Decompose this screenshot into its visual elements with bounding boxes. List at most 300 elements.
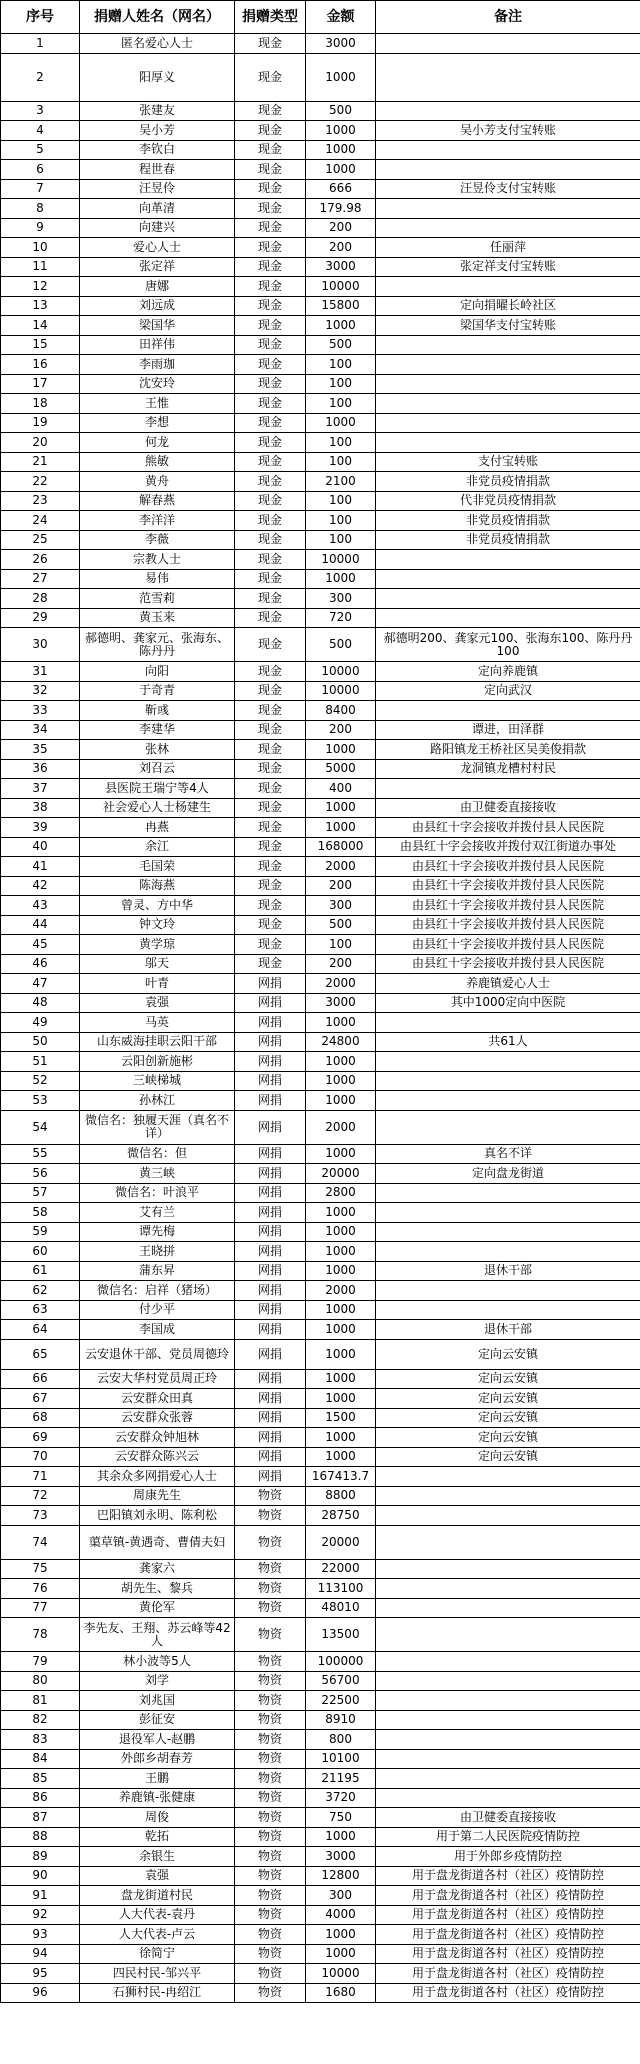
cell-type: 网捐 bbox=[235, 1203, 306, 1223]
cell-note: 路阳镇龙王桥社区吴美俊捐款 bbox=[376, 740, 640, 760]
cell-no: 67 bbox=[1, 1389, 80, 1409]
cell-amount: 5000 bbox=[306, 759, 376, 779]
cell-note: 其中1000定向中医院 bbox=[376, 993, 640, 1013]
cell-note: 张定祥支付宝转账 bbox=[376, 257, 640, 277]
cell-amount: 1000 bbox=[306, 1339, 376, 1369]
cell-no: 92 bbox=[1, 1905, 80, 1925]
table-row bbox=[1, 1447, 640, 1467]
cell-name: 云安大华村党员周正玲 bbox=[80, 1369, 235, 1389]
cell-type: 现金 bbox=[235, 681, 306, 701]
cell-amount: 500 bbox=[306, 628, 376, 662]
cell-note: 由县红十字会接收并拨付县人民医院 bbox=[376, 818, 640, 838]
cell-name: 张定祥 bbox=[80, 257, 235, 277]
cell-amount: 179.98 bbox=[306, 199, 376, 219]
cell-name: 周康先生 bbox=[80, 1486, 235, 1506]
cell-amount: 3720 bbox=[306, 1788, 376, 1808]
table-row bbox=[1, 1091, 640, 1111]
table-row bbox=[1, 915, 640, 935]
table-row bbox=[1, 896, 640, 916]
table-row bbox=[1, 759, 640, 779]
cell-amount: 1000 bbox=[306, 1428, 376, 1448]
cell-note bbox=[376, 34, 640, 54]
cell-no: 23 bbox=[1, 491, 80, 511]
cell-type: 物资 bbox=[235, 1749, 306, 1769]
cell-amount: 800 bbox=[306, 1730, 376, 1750]
cell-type: 现金 bbox=[235, 296, 306, 316]
cell-no: 32 bbox=[1, 681, 80, 701]
cell-name: 王晓拼 bbox=[80, 1242, 235, 1262]
cell-note bbox=[376, 1769, 640, 1789]
table-row bbox=[1, 1749, 640, 1769]
cell-amount: 10100 bbox=[306, 1749, 376, 1769]
cell-amount: 200 bbox=[306, 238, 376, 258]
cell-no: 90 bbox=[1, 1866, 80, 1886]
table-row bbox=[1, 1886, 640, 1906]
cell-type: 网捐 bbox=[235, 1447, 306, 1467]
cell-amount: 100 bbox=[306, 355, 376, 375]
table-row bbox=[1, 530, 640, 550]
cell-type: 现金 bbox=[235, 257, 306, 277]
cell-amount: 1000 bbox=[306, 160, 376, 180]
cell-no: 43 bbox=[1, 896, 80, 916]
cell-name: 钟文玲 bbox=[80, 915, 235, 935]
cell-name: 黄舟 bbox=[80, 472, 235, 492]
cell-type: 现金 bbox=[235, 662, 306, 682]
cell-name: 李先友、王翔、苏云峰等42人 bbox=[80, 1618, 235, 1652]
table-row bbox=[1, 1788, 640, 1808]
table-row bbox=[1, 740, 640, 760]
table-row bbox=[1, 1579, 640, 1599]
cell-type: 现金 bbox=[235, 915, 306, 935]
cell-note bbox=[376, 53, 640, 101]
cell-name: 陈海燕 bbox=[80, 876, 235, 896]
cell-type: 物资 bbox=[235, 1905, 306, 1925]
table-row bbox=[1, 1847, 640, 1867]
table-row bbox=[1, 140, 640, 160]
cell-type: 网捐 bbox=[235, 1052, 306, 1072]
cell-note: 用于第二人民医院疫情防控 bbox=[376, 1827, 640, 1847]
cell-no: 1 bbox=[1, 34, 80, 54]
cell-name: 林小波等5人 bbox=[80, 1652, 235, 1672]
cell-amount: 10000 bbox=[306, 681, 376, 701]
cell-no: 87 bbox=[1, 1808, 80, 1828]
cell-type: 网捐 bbox=[235, 1389, 306, 1409]
cell-amount: 1000 bbox=[306, 1925, 376, 1945]
cell-no: 16 bbox=[1, 355, 80, 375]
cell-note bbox=[376, 218, 640, 238]
cell-note: 用于盘龙街道各村（社区）疫情防控 bbox=[376, 1905, 640, 1925]
table-row bbox=[1, 160, 640, 180]
cell-no: 11 bbox=[1, 257, 80, 277]
cell-no: 82 bbox=[1, 1710, 80, 1730]
cell-no: 20 bbox=[1, 433, 80, 453]
cell-type: 物资 bbox=[235, 1559, 306, 1579]
cell-no: 51 bbox=[1, 1052, 80, 1072]
cell-type: 网捐 bbox=[235, 1183, 306, 1203]
cell-name: 梁国华 bbox=[80, 316, 235, 336]
cell-note bbox=[376, 355, 640, 375]
cell-amount: 24800 bbox=[306, 1032, 376, 1052]
cell-note bbox=[376, 1749, 640, 1769]
cell-note: 由县红十字会接收并拨付县人民医院 bbox=[376, 857, 640, 877]
cell-no: 72 bbox=[1, 1486, 80, 1506]
table-row bbox=[1, 1183, 640, 1203]
cell-amount: 1680 bbox=[306, 1983, 376, 2003]
cell-name: 艾有兰 bbox=[80, 1203, 235, 1223]
cell-note: 定向养鹿镇 bbox=[376, 662, 640, 682]
cell-no: 95 bbox=[1, 1964, 80, 1984]
cell-amount: 500 bbox=[306, 101, 376, 121]
cell-name: 微信名：启祥（猪场） bbox=[80, 1281, 235, 1301]
cell-no: 80 bbox=[1, 1671, 80, 1691]
cell-no: 56 bbox=[1, 1164, 80, 1184]
cell-name: 易伟 bbox=[80, 569, 235, 589]
cell-name: 邬天 bbox=[80, 954, 235, 974]
cell-no: 37 bbox=[1, 779, 80, 799]
table-row bbox=[1, 1281, 640, 1301]
cell-amount: 1000 bbox=[306, 121, 376, 141]
cell-type: 网捐 bbox=[235, 1369, 306, 1389]
cell-note bbox=[376, 569, 640, 589]
table-row bbox=[1, 857, 640, 877]
table-row bbox=[1, 121, 640, 141]
cell-note bbox=[376, 701, 640, 721]
cell-note: 定向云安镇 bbox=[376, 1408, 640, 1428]
cell-amount: 8800 bbox=[306, 1486, 376, 1506]
cell-no: 3 bbox=[1, 101, 80, 121]
cell-no: 53 bbox=[1, 1091, 80, 1111]
header-row bbox=[1, 1, 640, 34]
cell-note: 用于外郎乡疫情防控 bbox=[376, 1847, 640, 1867]
cell-type: 物资 bbox=[235, 1652, 306, 1672]
cell-name: 黄伦军 bbox=[80, 1598, 235, 1618]
cell-note: 定向云安镇 bbox=[376, 1428, 640, 1448]
cell-no: 75 bbox=[1, 1559, 80, 1579]
cell-name: 李雨珈 bbox=[80, 355, 235, 375]
cell-amount: 100 bbox=[306, 452, 376, 472]
cell-note: 任丽萍 bbox=[376, 238, 640, 258]
cell-name: 黄三峡 bbox=[80, 1164, 235, 1184]
cell-note bbox=[376, 335, 640, 355]
cell-amount: 1000 bbox=[306, 1261, 376, 1281]
cell-name: 退役军人-赵鹏 bbox=[80, 1730, 235, 1750]
table-row bbox=[1, 550, 640, 570]
cell-no: 76 bbox=[1, 1579, 80, 1599]
cell-amount: 1000 bbox=[306, 740, 376, 760]
cell-amount: 21195 bbox=[306, 1769, 376, 1789]
cell-note bbox=[376, 1730, 640, 1750]
cell-name: 爱心人士 bbox=[80, 238, 235, 258]
cell-amount: 1000 bbox=[306, 1944, 376, 1964]
cell-no: 50 bbox=[1, 1032, 80, 1052]
cell-type: 现金 bbox=[235, 413, 306, 433]
cell-type: 现金 bbox=[235, 140, 306, 160]
cell-amount: 100 bbox=[306, 935, 376, 955]
cell-note bbox=[376, 1091, 640, 1111]
cell-amount: 1000 bbox=[306, 1222, 376, 1242]
header-no: 序号 bbox=[1, 1, 80, 34]
table-row bbox=[1, 179, 640, 199]
cell-amount: 10000 bbox=[306, 662, 376, 682]
cell-no: 14 bbox=[1, 316, 80, 336]
table-row bbox=[1, 257, 640, 277]
cell-type: 物资 bbox=[235, 1769, 306, 1789]
table-row bbox=[1, 569, 640, 589]
cell-note: 由县红十字会接收并拨付县人民医院 bbox=[376, 954, 640, 974]
cell-no: 61 bbox=[1, 1261, 80, 1281]
cell-type: 现金 bbox=[235, 720, 306, 740]
cell-note bbox=[376, 1222, 640, 1242]
cell-amount: 1000 bbox=[306, 798, 376, 818]
header-name: 捐赠人姓名（网名） bbox=[80, 1, 235, 34]
table-row bbox=[1, 218, 640, 238]
cell-type: 物资 bbox=[235, 1808, 306, 1828]
cell-type: 现金 bbox=[235, 876, 306, 896]
cell-no: 34 bbox=[1, 720, 80, 740]
cell-type: 网捐 bbox=[235, 1300, 306, 1320]
cell-note: 退休干部 bbox=[376, 1261, 640, 1281]
cell-note: 由卫健委直接接收 bbox=[376, 1808, 640, 1828]
cell-type: 现金 bbox=[235, 179, 306, 199]
cell-type: 现金 bbox=[235, 569, 306, 589]
cell-note: 用于盘龙街道各村（社区）疫情防控 bbox=[376, 1964, 640, 1984]
cell-no: 36 bbox=[1, 759, 80, 779]
cell-note bbox=[376, 1506, 640, 1526]
cell-name: 盘龙街道村民 bbox=[80, 1886, 235, 1906]
cell-amount: 167413.7 bbox=[306, 1467, 376, 1487]
cell-note bbox=[376, 140, 640, 160]
cell-no: 44 bbox=[1, 915, 80, 935]
cell-amount: 4000 bbox=[306, 1905, 376, 1925]
table-row bbox=[1, 316, 640, 336]
table-row bbox=[1, 589, 640, 609]
cell-note: 定向盘龙街道 bbox=[376, 1164, 640, 1184]
cell-note bbox=[376, 1486, 640, 1506]
table-row bbox=[1, 1652, 640, 1672]
cell-name: 张建友 bbox=[80, 101, 235, 121]
cell-type: 现金 bbox=[235, 101, 306, 121]
cell-amount: 1000 bbox=[306, 1052, 376, 1072]
cell-amount: 666 bbox=[306, 179, 376, 199]
cell-type: 现金 bbox=[235, 121, 306, 141]
table-row bbox=[1, 1389, 640, 1409]
cell-no: 71 bbox=[1, 1467, 80, 1487]
cell-no: 28 bbox=[1, 589, 80, 609]
table-row bbox=[1, 296, 640, 316]
cell-amount: 100 bbox=[306, 433, 376, 453]
table-row bbox=[1, 511, 640, 531]
cell-name: 养鹿镇-张健康 bbox=[80, 1788, 235, 1808]
cell-type: 现金 bbox=[235, 818, 306, 838]
cell-amount: 8910 bbox=[306, 1710, 376, 1730]
cell-no: 58 bbox=[1, 1203, 80, 1223]
cell-type: 网捐 bbox=[235, 1261, 306, 1281]
cell-name: 田祥伟 bbox=[80, 335, 235, 355]
cell-note: 真名不详 bbox=[376, 1144, 640, 1164]
cell-type: 物资 bbox=[235, 1866, 306, 1886]
cell-name: 谭先梅 bbox=[80, 1222, 235, 1242]
cell-amount: 1000 bbox=[306, 1071, 376, 1091]
table-row bbox=[1, 1428, 640, 1448]
cell-name: 云安退休干部、党员周德玲 bbox=[80, 1339, 235, 1369]
cell-note bbox=[376, 1300, 640, 1320]
cell-type: 现金 bbox=[235, 837, 306, 857]
cell-note bbox=[376, 1788, 640, 1808]
table-row bbox=[1, 433, 640, 453]
cell-name: 曾灵、方中华 bbox=[80, 896, 235, 916]
cell-type: 网捐 bbox=[235, 1242, 306, 1262]
cell-amount: 200 bbox=[306, 954, 376, 974]
cell-amount: 300 bbox=[306, 1886, 376, 1906]
cell-no: 96 bbox=[1, 1983, 80, 2003]
cell-name: 向建兴 bbox=[80, 218, 235, 238]
cell-no: 93 bbox=[1, 1925, 80, 1945]
table-row bbox=[1, 452, 640, 472]
cell-amount: 12800 bbox=[306, 1866, 376, 1886]
cell-no: 6 bbox=[1, 160, 80, 180]
cell-type: 现金 bbox=[235, 798, 306, 818]
cell-type: 现金 bbox=[235, 53, 306, 101]
cell-type: 物资 bbox=[235, 1847, 306, 1867]
cell-amount: 1000 bbox=[306, 1242, 376, 1262]
cell-type: 物资 bbox=[235, 1983, 306, 2003]
table-row bbox=[1, 1203, 640, 1223]
table-row bbox=[1, 954, 640, 974]
cell-note: 代非党员疫情捐款 bbox=[376, 491, 640, 511]
table-row bbox=[1, 720, 640, 740]
table-row bbox=[1, 1071, 640, 1091]
cell-amount: 1000 bbox=[306, 140, 376, 160]
table-row bbox=[1, 1710, 640, 1730]
cell-note bbox=[376, 1598, 640, 1618]
cell-name: 龚家六 bbox=[80, 1559, 235, 1579]
table-row bbox=[1, 1369, 640, 1389]
cell-note: 定向云安镇 bbox=[376, 1447, 640, 1467]
cell-type: 物资 bbox=[235, 1691, 306, 1711]
cell-name: 刘兆国 bbox=[80, 1691, 235, 1711]
cell-no: 21 bbox=[1, 452, 80, 472]
cell-note bbox=[376, 589, 640, 609]
cell-type: 物资 bbox=[235, 1486, 306, 1506]
cell-amount: 13500 bbox=[306, 1618, 376, 1652]
table-row bbox=[1, 798, 640, 818]
cell-no: 2 bbox=[1, 53, 80, 101]
cell-note: 由县红十字会接收并拨付县人民医院 bbox=[376, 935, 640, 955]
cell-type: 现金 bbox=[235, 218, 306, 238]
cell-type: 网捐 bbox=[235, 1164, 306, 1184]
cell-name: 孙林江 bbox=[80, 1091, 235, 1111]
cell-type: 现金 bbox=[235, 238, 306, 258]
table-row bbox=[1, 818, 640, 838]
cell-note: 定向云安镇 bbox=[376, 1339, 640, 1369]
cell-no: 64 bbox=[1, 1320, 80, 1340]
table-row bbox=[1, 374, 640, 394]
cell-note bbox=[376, 433, 640, 453]
cell-note: 养鹿镇爱心人士 bbox=[376, 974, 640, 994]
cell-name: 何龙 bbox=[80, 433, 235, 453]
cell-type: 现金 bbox=[235, 589, 306, 609]
cell-name: 蒲东昇 bbox=[80, 1261, 235, 1281]
cell-type: 现金 bbox=[235, 740, 306, 760]
cell-amount: 1000 bbox=[306, 1827, 376, 1847]
cell-type: 网捐 bbox=[235, 1339, 306, 1369]
cell-name: 余银生 bbox=[80, 1847, 235, 1867]
cell-note bbox=[376, 413, 640, 433]
cell-type: 现金 bbox=[235, 935, 306, 955]
cell-type: 网捐 bbox=[235, 1013, 306, 1033]
cell-amount: 100000 bbox=[306, 1652, 376, 1672]
cell-no: 49 bbox=[1, 1013, 80, 1033]
cell-amount: 1000 bbox=[306, 1144, 376, 1164]
table-row bbox=[1, 199, 640, 219]
cell-name: 唐娜 bbox=[80, 277, 235, 297]
cell-amount: 2000 bbox=[306, 857, 376, 877]
cell-no: 78 bbox=[1, 1618, 80, 1652]
cell-amount: 3000 bbox=[306, 34, 376, 54]
cell-amount: 20000 bbox=[306, 1525, 376, 1559]
cell-amount: 1000 bbox=[306, 1389, 376, 1409]
cell-type: 现金 bbox=[235, 472, 306, 492]
cell-amount: 1000 bbox=[306, 569, 376, 589]
cell-no: 86 bbox=[1, 1788, 80, 1808]
cell-amount: 100 bbox=[306, 394, 376, 414]
cell-amount: 1000 bbox=[306, 316, 376, 336]
cell-name: 刘远成 bbox=[80, 296, 235, 316]
cell-note: 汪昱伶支付宝转账 bbox=[376, 179, 640, 199]
cell-note bbox=[376, 550, 640, 570]
table-row bbox=[1, 34, 640, 54]
cell-no: 15 bbox=[1, 335, 80, 355]
cell-no: 74 bbox=[1, 1525, 80, 1559]
table-row bbox=[1, 1164, 640, 1184]
cell-amount: 10000 bbox=[306, 1964, 376, 1984]
cell-note bbox=[376, 779, 640, 799]
cell-name: 云安群众田真 bbox=[80, 1389, 235, 1409]
cell-amount: 1000 bbox=[306, 53, 376, 101]
table-row bbox=[1, 1320, 640, 1340]
cell-name: 其余众多网捐爱心人士 bbox=[80, 1467, 235, 1487]
cell-no: 8 bbox=[1, 199, 80, 219]
cell-name: 李薇 bbox=[80, 530, 235, 550]
cell-type: 物资 bbox=[235, 1944, 306, 1964]
cell-type: 现金 bbox=[235, 759, 306, 779]
cell-note bbox=[376, 608, 640, 628]
cell-type: 物资 bbox=[235, 1506, 306, 1526]
table-row bbox=[1, 1032, 640, 1052]
cell-no: 66 bbox=[1, 1369, 80, 1389]
cell-no: 25 bbox=[1, 530, 80, 550]
table-row bbox=[1, 1110, 640, 1144]
cell-type: 现金 bbox=[235, 491, 306, 511]
cell-name: 袁强 bbox=[80, 993, 235, 1013]
table-row bbox=[1, 1222, 640, 1242]
cell-type: 现金 bbox=[235, 277, 306, 297]
cell-no: 54 bbox=[1, 1110, 80, 1144]
cell-name: 黄学琼 bbox=[80, 935, 235, 955]
cell-no: 10 bbox=[1, 238, 80, 258]
cell-amount: 2000 bbox=[306, 1110, 376, 1144]
cell-note: 非党员疫情捐款 bbox=[376, 511, 640, 531]
cell-no: 60 bbox=[1, 1242, 80, 1262]
cell-name: 黄玉来 bbox=[80, 608, 235, 628]
cell-type: 现金 bbox=[235, 374, 306, 394]
cell-name: 向革清 bbox=[80, 199, 235, 219]
cell-name: 蕖草镇-黄遇奇、曹倩夫妇 bbox=[80, 1525, 235, 1559]
cell-type: 现金 bbox=[235, 335, 306, 355]
cell-amount: 200 bbox=[306, 720, 376, 740]
cell-name: 云安群众张蓉 bbox=[80, 1408, 235, 1428]
cell-type: 网捐 bbox=[235, 1408, 306, 1428]
